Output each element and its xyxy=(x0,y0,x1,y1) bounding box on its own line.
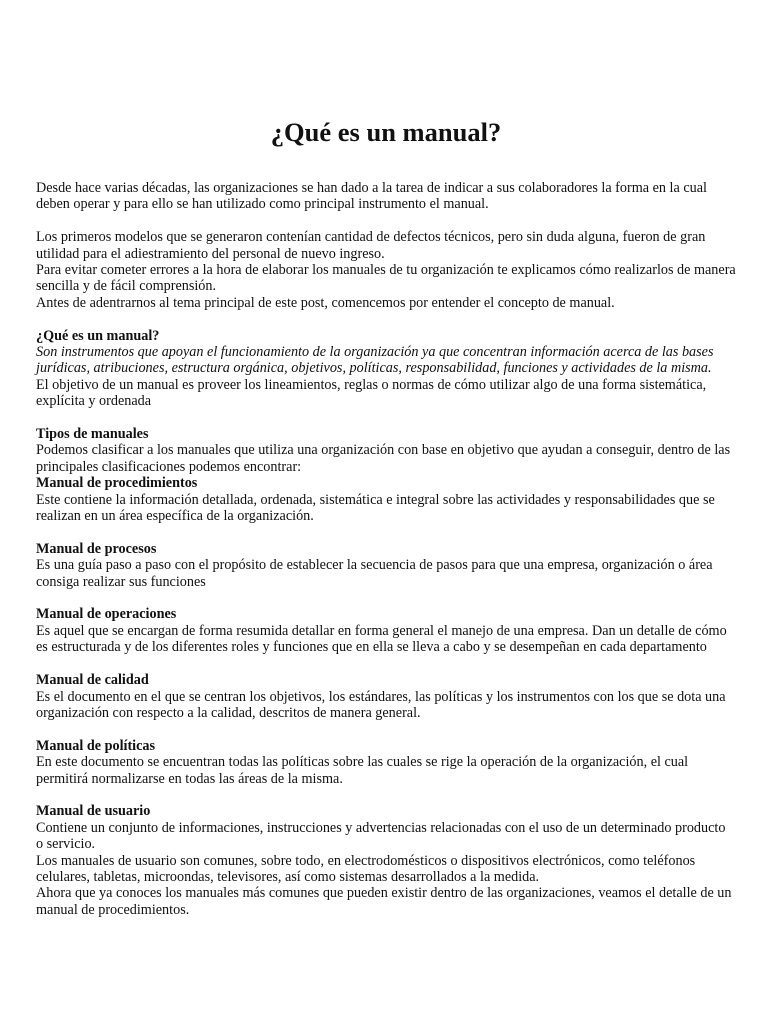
usuario-heading: Manual de usuario xyxy=(36,803,151,820)
definition-text: El objetivo de un manual es proveer los lineamientos, reglas o normas de cómo utilizar algo de una forma sistemática, explícita y ordenada xyxy=(36,376,707,410)
spacer xyxy=(36,410,736,426)
types-heading: Tipos de manuales xyxy=(36,426,149,443)
definition-quote: Son instrumentos que apoyan el funcionamiento de la organización ya que concentran información acerca de las bases jurídicas, atribuciones, estructura orgánica, objetivos, políticas, responsabilidad, funciones y actividades de la misma. xyxy=(36,344,714,377)
page-title: ¿Qué es un manual? xyxy=(270,117,502,147)
intro-paragraph-1: Desde hace varias décadas, las organizaciones se han dado a la tarea de indicar a sus colaboradores la forma en la cual deben operar y para ello se han utilizado como principal instrumento el manual. xyxy=(36,180,707,213)
politicas-text: En este documento se encuentran todas las políticas sobre las cuales se rige la operación de la organización, el cual permitirá normalizarse en todas las áreas de la misma. xyxy=(36,754,689,787)
politicas-heading: Manual de políticas xyxy=(36,737,156,754)
spacer xyxy=(36,721,736,737)
usuario-text-1: Contiene un conjunto de informaciones, instrucciones y advertencias relacionadas con el uso de un determinado producto o servicio. xyxy=(36,819,726,853)
procesos-heading: Manual de procesos xyxy=(36,540,157,557)
spacer xyxy=(36,524,736,540)
intro-paragraph-3: Para evitar cometer errores a la hora de elaborar los manuales de tu organización te explicamos cómo realizarlos de manera sencilla y de fácil comprensión. xyxy=(36,262,736,295)
procedimientos-heading: Manual de procedimientos xyxy=(36,475,198,492)
operaciones-heading: Manual de operaciones xyxy=(36,606,177,623)
spacer xyxy=(36,787,736,803)
intro-paragraph-4: Antes de adentrarnos al tema principal de este post, comencemos por entender el concepto de manual. xyxy=(36,294,615,311)
definition-heading: ¿Qué es un manual? xyxy=(36,327,160,344)
calidad-text: Es el documento en el que se centran los objetivos, los estándares, las políticas y los instrumentos con los que se dota una organización con respecto a la calidad, descritos de manera general. xyxy=(36,688,726,721)
spacer xyxy=(36,590,736,606)
spacer xyxy=(36,213,736,229)
spacer xyxy=(36,311,736,327)
procesos-text: Es una guía paso a paso con el propósito de establecer la secuencia de pasos para que una empresa, organización o área consiga realizar sus funciones xyxy=(36,557,713,590)
calidad-heading: Manual de calidad xyxy=(36,672,149,689)
usuario-text-3: Ahora que ya conoces los manuales más comunes que pueden existir dentro de las organizaciones, veamos el detalle de un manual de procedimientos. xyxy=(36,885,732,918)
intro-paragraph-2: Los primeros modelos que se generaron contenían cantidad de defectos técnicos, pero sin duda alguna, fueron de gran utilidad para el adiestramiento del personal de nuevo ingreso. xyxy=(36,229,706,262)
types-text: Podemos clasificar a los manuales que utiliza una organización con base en objetivo que ayudan a conseguir, dentro de las principales clasificaciones podemos encontrar: xyxy=(36,442,731,475)
usuario-text-2: Los manuales de usuario son comunes, sobre todo, en electrodomésticos o dispositivos electrónicos, como teléfonos celulares, tabletas, microondas, televisores, así como sistemas desarrollados a la medida. xyxy=(36,852,696,885)
operaciones-text: Es aquel que se encargan de forma resumida detallar en forma general el manejo de una empresa. Dan un detalle de cómo es estructurada y de los diferentes roles y funciones que en ella se lleva a cabo y se desempeñan en cada departamento xyxy=(36,622,727,656)
document-body xyxy=(36,180,736,918)
spacer xyxy=(36,656,736,672)
procedimientos-text: Este contiene la información detallada, ordenada, sistemática e integral sobre las actividades y responsabilidades que se realizan en un área específica de la organización. xyxy=(36,491,715,525)
